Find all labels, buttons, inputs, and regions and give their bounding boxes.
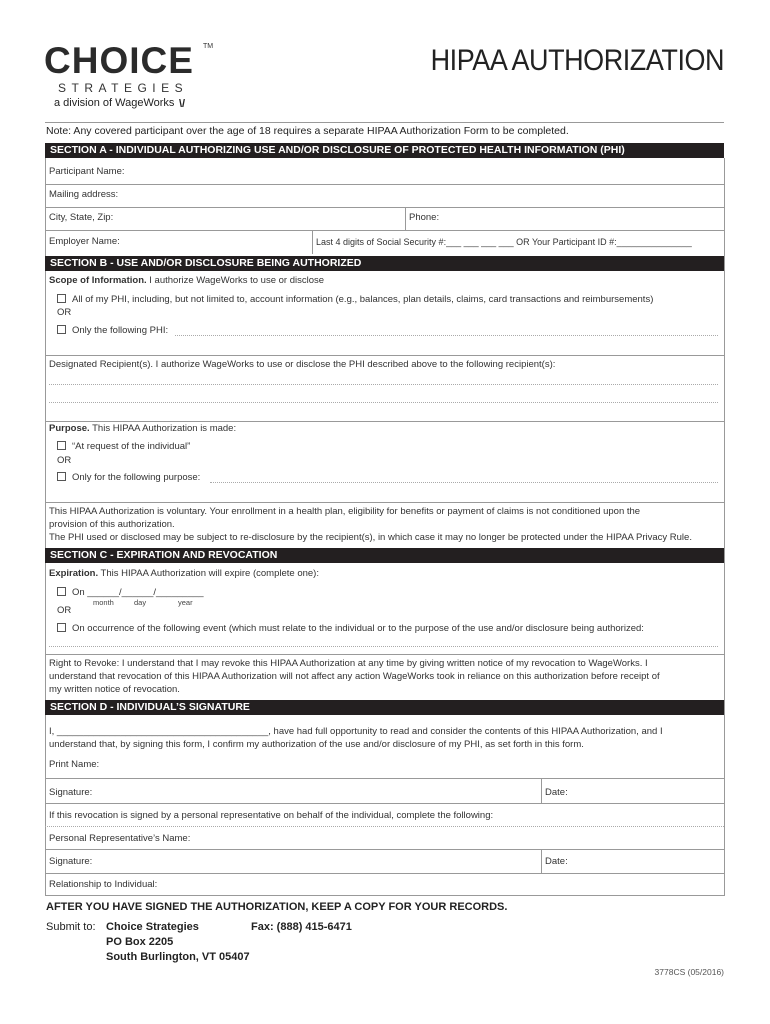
mailing-address-field[interactable]: Mailing address:	[49, 189, 119, 200]
participant-name-field[interactable]: Participant Name:	[49, 166, 125, 177]
divider	[312, 230, 313, 254]
section-d-header: SECTION D - INDIVIDUAL’S SIGNATURE	[45, 700, 724, 715]
voluntary-line-1: This HIPAA Authorization is voluntary. Your enrollment in a health plan, eligibility for benefits or payment of claims is not conditioned upon the	[49, 506, 641, 517]
expiration-desc: This HIPAA Authorization will expire (complete one):	[98, 568, 319, 579]
statement-line-2: understand that, by signing this form, I confirm my authorization of the use and/or disclosure of my PHI, as set forth in this form.	[49, 739, 584, 750]
only-phi-label: Only the following PHI:	[72, 325, 169, 336]
divider	[45, 421, 724, 422]
or-label: OR	[57, 307, 72, 318]
print-name-field[interactable]: Print Name:	[49, 759, 100, 770]
rep-signature-field[interactable]: Signature:	[49, 856, 93, 867]
logo-word: CHOICE	[44, 40, 194, 81]
fill-line	[49, 384, 718, 385]
day-label: day	[134, 598, 147, 607]
rep-date-field[interactable]: Date:	[545, 856, 568, 867]
date-field[interactable]: Date:	[545, 787, 568, 798]
expire-event-checkbox[interactable]	[57, 623, 66, 632]
only-phi-checkbox[interactable]	[57, 325, 66, 334]
divider	[45, 184, 724, 185]
all-phi-checkbox[interactable]	[57, 294, 66, 303]
keep-copy-notice: AFTER YOU HAVE SIGNED THE AUTHORIZATION, KEEP A COPY FOR YOUR RECORDS.	[46, 901, 508, 913]
divider	[45, 654, 724, 655]
expiration-label: Expiration.	[49, 568, 99, 579]
section-b-header: SECTION B - USE AND/OR DISCLOSURE BEING AUTHORIZED	[45, 256, 724, 271]
purpose-only-label: Only for the following purpose:	[72, 472, 201, 483]
recipient-label: Designated Recipient(s). I authorize WageWorks to use or disclose the PHI described above to the following recipient(s):	[49, 359, 556, 370]
note: Note: Any covered participant over the age of 18 requires a separate HIPAA Authorization Form to be completed.	[46, 125, 569, 137]
scope-desc: I authorize WageWorks to use or disclose	[146, 275, 325, 286]
divider	[45, 849, 724, 850]
frame-right	[724, 158, 725, 895]
fill-line	[49, 646, 718, 647]
revoke-line-1: Right to Revoke: I understand that I may revoke this HIPAA Authorization at any time by giving written notice of my revocation to WageWorks. I	[49, 658, 648, 669]
rep-note: If this revocation is signed by a personal representative on behalf of the individual, complete the following:	[49, 810, 494, 821]
po-box: PO Box 2205	[106, 936, 174, 948]
divider	[45, 873, 724, 874]
ssn-participant-id-field[interactable]: Last 4 digits of Social Security #:___ ___ ___ ___ OR Your Participant ID #:_______________	[316, 237, 692, 247]
or-label: OR	[57, 455, 72, 466]
divider	[45, 207, 724, 208]
revoke-line-3: my written notice of revocation.	[49, 684, 180, 695]
signature-field[interactable]: Signature:	[49, 787, 93, 798]
logo-sub: STRATEGIES	[58, 81, 189, 95]
expire-date-field[interactable]: On ______/______/_________	[72, 587, 204, 598]
divider	[45, 355, 724, 356]
section-c-header: SECTION C - EXPIRATION AND REVOCATION	[45, 548, 724, 563]
section-a-header: SECTION A - INDIVIDUAL AUTHORIZING USE AND/OR DISCLOSURE OF PROTECTED HEALTH INFORMATION (PHI)	[45, 143, 724, 158]
company-name: Choice Strategies	[106, 921, 199, 933]
scope-text	[49, 275, 324, 287]
scope-label: Scope of Information.	[49, 275, 147, 286]
form-code: 3778CS (05/2016)	[654, 967, 724, 977]
statement-line-1: I, ________________________________________, have had full opportunity to read and consider the contents of this HIPAA Authorization, and I	[49, 726, 663, 737]
purpose-checkbox[interactable]	[57, 472, 66, 481]
divider	[45, 502, 724, 503]
expire-date-checkbox[interactable]	[57, 587, 66, 596]
fill-line	[175, 335, 718, 336]
purpose-label: Purpose.	[49, 423, 90, 434]
logo-tm: TM	[203, 43, 214, 50]
phone-field[interactable]: Phone:	[409, 212, 440, 223]
divider	[45, 803, 724, 804]
divider	[405, 207, 406, 230]
all-phi-label: All of my PHI, including, but not limited to, account information (e.g., balances, plan details, claims, card transactions and reimbursements)	[72, 294, 654, 305]
logo	[44, 40, 224, 110]
fill-line	[49, 402, 718, 403]
request-label: “At request of the individual”	[72, 441, 191, 452]
rep-name-field[interactable]: Personal Representative’s Name:	[49, 833, 191, 844]
divider	[45, 826, 724, 827]
frame-bottom	[45, 895, 725, 896]
divider	[541, 849, 542, 873]
expire-event-label: On occurrence of the following event (which must relate to the individual or to the purpose of the use and/or disclosure being authorized:	[72, 623, 644, 634]
submit-to-label: Submit to:	[46, 921, 96, 933]
request-checkbox[interactable]	[57, 441, 66, 450]
division-text: a division of WageWorks	[54, 97, 175, 109]
wageworks-w-icon: \/	[179, 98, 186, 110]
page-title: HIPAA AUTHORIZATION	[430, 44, 724, 77]
voluntary-line-2: provision of this authorization.	[49, 519, 175, 530]
city-address: South Burlington, VT 05407	[106, 951, 250, 963]
expiration-text	[49, 568, 319, 580]
divider	[45, 230, 724, 231]
month-label: month	[93, 598, 114, 607]
or-label: OR	[57, 605, 72, 616]
revoke-line-2: understand that revocation of this HIPAA Authorization will not affect any action WageWorks took in reliance on this authorization before receipt of	[49, 671, 660, 682]
city-state-zip-field[interactable]: City, State, Zip:	[49, 212, 114, 223]
divider	[45, 778, 724, 779]
divider	[541, 778, 542, 803]
purpose-text	[49, 423, 236, 435]
relationship-field[interactable]: Relationship to Individual:	[49, 879, 158, 890]
purpose-desc: This HIPAA Authorization is made:	[89, 423, 237, 434]
year-label: year	[178, 598, 193, 607]
fill-line	[210, 482, 718, 483]
fax-number: Fax: (888) 415-6471	[251, 921, 352, 933]
voluntary-line-3: The PHI used or disclosed may be subject to re-disclosure by the recipient(s), in which case it may no longer be protected under the HIPAA Privacy Rule.	[49, 532, 692, 543]
employer-name-field[interactable]: Employer Name:	[49, 236, 120, 247]
header-divider	[45, 122, 724, 123]
